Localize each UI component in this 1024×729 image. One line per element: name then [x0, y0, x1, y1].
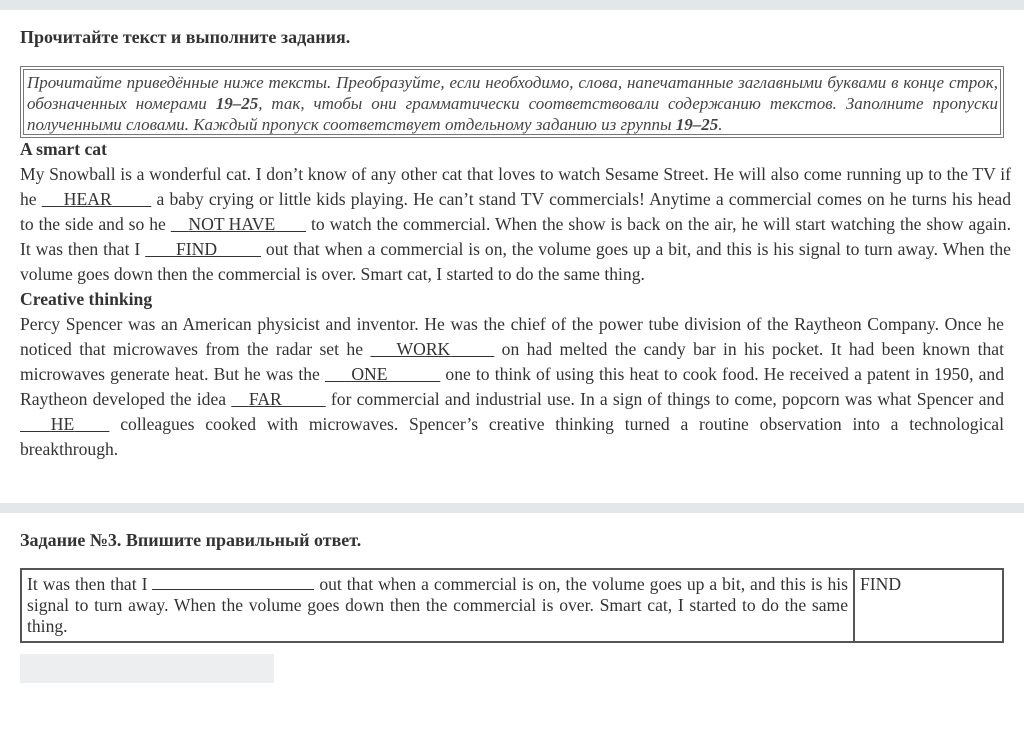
text-body	[20, 312, 1004, 462]
gap-one	[325, 362, 440, 387]
task-question	[21, 569, 854, 642]
gap-hear	[42, 187, 152, 212]
task-keyword: FIND	[854, 569, 1003, 642]
gap-word: HE	[50, 414, 75, 434]
text-fragment: My Snowball is a wonderful cat. I don’t know of any other cat that loves to watch Sesame Street. He will also come running up to the TV if he	[20, 164, 1011, 209]
gap-far	[231, 387, 326, 412]
gap-word: NOT HAVE	[188, 214, 276, 234]
text-fragment: on had melted the candy bar in his pocket. It had been known that microwaves generate heat. But he was the	[20, 339, 1004, 384]
task-range: 19–25	[675, 115, 719, 134]
page-heading: Прочитайте текст и выполните задания.	[20, 27, 351, 47]
task-range: 19–25	[215, 94, 259, 113]
gap-find	[145, 237, 261, 262]
instructions-box	[20, 66, 1004, 138]
text-fragment: colleagues cooked with microwaves. Spencer’s creative thinking turned a routine observation into a technological breakthrough.	[20, 414, 1004, 459]
instructions-text	[23, 69, 1001, 135]
question-fragment: out that when a commercial is on, the volume goes up a bit, and this is his signal to turn away. When the volume goes down then the commercial is over. Smart cat, I started to do the same thing.	[27, 574, 848, 636]
task-table	[20, 568, 1004, 643]
answer-input-placeholder[interactable]	[20, 654, 274, 683]
text-smart-cat	[20, 137, 1011, 287]
section-divider	[0, 503, 1024, 513]
gap-he	[20, 412, 109, 437]
gap-word: ONE	[351, 364, 388, 384]
gap-word: FAR	[248, 389, 282, 409]
text-title: Creative thinking	[20, 289, 153, 309]
text-fragment: to watch the commercial. When the show is back on the air, he will start watching the show again. It was then that I	[20, 214, 1011, 259]
gap-not-have	[171, 212, 306, 237]
text-fragment: a baby crying or little kids playing. He can’t stand TV commercials! Anytime a commercial comes on he turns his head to the side and so he	[20, 189, 1011, 234]
question-fragment: It was then that I	[27, 574, 153, 594]
text-fragment: out that when a commercial is on, the volume goes up a bit, and this is his signal to turn away. When the volume goes down then the commercial is over. Smart cat, I started to do the same thing.	[20, 239, 1011, 284]
instructions-part: Прочитайте приведённые ниже тексты. Преобразуйте, если необходимо, слова, напечатанные заглавными буквами в конце строк, обозначенных номерами	[27, 73, 998, 113]
top-band	[0, 0, 1024, 10]
text-title: A smart cat	[20, 139, 107, 159]
text-creative-thinking	[20, 287, 1004, 462]
gap-word: HEAR	[63, 189, 112, 209]
instructions-part: , так, чтобы они грамматически соответствовали содержанию текстов. Заполните пропуски полученными словами. Каждый пропуск соответствует отдельному заданию из группы	[27, 94, 998, 134]
text-fragment: for commercial and industrial use. In a sign of things to come, popcorn was what Spencer and	[325, 389, 1004, 409]
text-fragment: Percy Spencer was an American physicist and inventor. He was the chief of the power tube division of the Raytheon Company. Once he noticed that microwaves from the radar set he	[20, 314, 1004, 359]
gap-word: WORK	[396, 339, 451, 359]
text-fragment: one to think of using this heat to cook food. He received a patent in 1950, and Raytheon developed the idea	[20, 364, 1004, 409]
task-heading: Задание №3. Впишите правильный ответ.	[20, 530, 362, 550]
gap-work	[370, 337, 494, 362]
answer-blank-line	[152, 575, 314, 590]
gap-word: FIND	[175, 239, 218, 259]
instructions-part: .	[718, 115, 723, 134]
text-body	[20, 162, 1011, 287]
